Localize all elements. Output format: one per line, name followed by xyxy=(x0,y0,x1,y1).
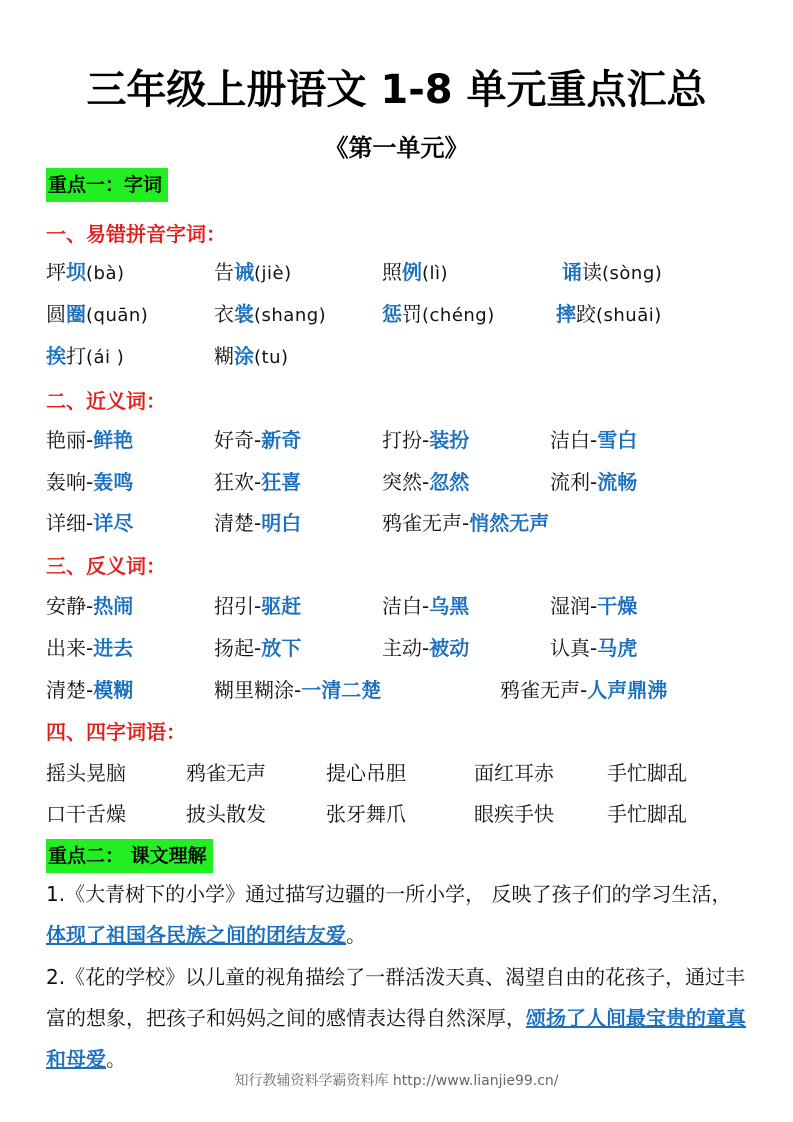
antonym-heading: 三、反义词： xyxy=(46,554,166,578)
footer-watermark: 知行教辅资料学霸资料库 http://www.lianjie99.cn/ xyxy=(234,1073,559,1089)
antonym-pair-word: 认真- xyxy=(550,636,598,660)
synonym-pair-answer: 鲜艳 xyxy=(93,428,134,452)
synonym-pair xyxy=(550,466,637,495)
pinyin-reading: (quān) xyxy=(86,305,149,326)
antonym-pair xyxy=(382,632,469,661)
pinyin-highlight-char: 圈 xyxy=(66,302,86,326)
pinyin-word xyxy=(214,256,292,285)
antonym-pair-word: 出来- xyxy=(46,636,94,660)
pinyin-word xyxy=(556,298,662,327)
synonym-pair xyxy=(214,466,301,495)
pinyin-char: 告 xyxy=(214,260,234,284)
four-char-word: 鸦雀无声 xyxy=(186,761,266,785)
synonym-heading: 二、近义词： xyxy=(46,389,166,413)
pinyin-highlight-char: 惩 xyxy=(382,302,402,326)
pinyin-reading: (jiè) xyxy=(254,263,292,284)
four-char-heading: 四、四字词语： xyxy=(46,720,186,744)
four-char-word: 手忙脚乱 xyxy=(607,802,687,826)
synonym-pair-answer: 轰鸣 xyxy=(93,470,134,494)
synonym-pair-word: 流利- xyxy=(550,470,598,494)
paragraph-2 xyxy=(46,957,751,1080)
pinyin-reading: (ái ) xyxy=(86,347,125,368)
synonym-pair-answer: 悄然无声 xyxy=(469,511,550,535)
pinyin-char: 坪 xyxy=(46,260,66,284)
synonym-pair-word: 鸦雀无声- xyxy=(382,511,470,535)
synonym-pair xyxy=(214,507,301,536)
antonym-pair-answer: 被动 xyxy=(429,636,470,660)
antonym-pair-answer: 人声鼎沸 xyxy=(587,678,668,702)
synonym-pair-answer: 装扮 xyxy=(429,428,470,452)
synonym-pair-answer: 详尽 xyxy=(93,511,134,535)
synonym-pair-answer: 忽然 xyxy=(429,470,470,494)
synonym-pair-answer: 狂喜 xyxy=(261,470,302,494)
synonym-pair-answer: 新奇 xyxy=(261,428,302,452)
antonym-pair xyxy=(550,632,637,661)
antonym-pair-word: 洁白- xyxy=(382,594,430,618)
pinyin-reading: (shuāi) xyxy=(596,305,662,326)
antonym-pair-answer: 马虎 xyxy=(597,636,638,660)
paragraph-2-text: 2.《花的学校》以儿童的视角描绘了一群活泼天真、渴望自由的花孩子，通过丰富的想象，把孩子和妈妈之间的感情表达得自然深厚， xyxy=(46,965,746,1030)
pinyin-highlight-char: 涂 xyxy=(234,344,254,368)
antonym-pair-answer: 热闹 xyxy=(93,594,134,618)
antonym-pair-word: 清楚- xyxy=(46,678,94,702)
key-point-2-tag: 重点二： 课文理解 xyxy=(46,839,213,873)
pinyin-reading: (sòng) xyxy=(602,263,663,284)
antonym-pair xyxy=(500,674,667,703)
antonym-pair-answer: 一清二楚 xyxy=(301,678,382,702)
paragraph-1 xyxy=(46,874,751,956)
pinyin-char: 跤 xyxy=(576,302,596,326)
pinyin-word xyxy=(214,298,326,327)
synonym-pair xyxy=(214,424,301,453)
synonym-pair-answer: 流畅 xyxy=(597,470,638,494)
pinyin-reading: (chéng) xyxy=(422,305,495,326)
pinyin-highlight-char: 诵 xyxy=(562,260,582,284)
antonym-pair-answer: 驱赶 xyxy=(261,594,302,618)
synonym-pair-word: 洁白- xyxy=(550,428,598,452)
pinyin-char: 圆 xyxy=(46,302,66,326)
pinyin-reading: (bà) xyxy=(86,263,125,284)
pinyin-highlight-char: 例 xyxy=(402,260,422,284)
paragraph-2-end: 。 xyxy=(106,1047,126,1071)
four-char-word: 口干舌燥 xyxy=(46,802,126,826)
antonym-pair-word: 糊里糊涂- xyxy=(214,678,302,702)
key-point-1-tag: 重点一：字词 xyxy=(46,168,168,202)
synonym-pair xyxy=(382,466,469,495)
pinyin-char: 衣 xyxy=(214,302,234,326)
four-char-word: 摇头晃脑 xyxy=(46,761,126,785)
synonym-pair-word: 详细- xyxy=(46,511,94,535)
antonym-pair-answer: 放下 xyxy=(261,636,302,660)
paragraph-1-end: 。 xyxy=(346,923,366,947)
pinyin-word xyxy=(46,340,124,369)
antonym-pair xyxy=(382,590,469,619)
antonym-pair xyxy=(46,674,133,703)
four-char-word: 张牙舞爪 xyxy=(326,802,406,826)
synonym-pair xyxy=(382,507,549,536)
synonym-pair-word: 好奇- xyxy=(214,428,262,452)
antonym-pair-answer: 模糊 xyxy=(93,678,134,702)
pinyin-highlight-char: 诫 xyxy=(234,260,254,284)
pinyin-word xyxy=(382,256,448,285)
antonym-pair-word: 湿润- xyxy=(550,594,598,618)
pinyin-reading: (lì) xyxy=(422,263,449,284)
unit-title: 《第一单元》 xyxy=(324,134,469,162)
antonym-pair-answer: 干燥 xyxy=(597,594,638,618)
pinyin-reading: (shang) xyxy=(254,305,327,326)
synonym-pair xyxy=(46,507,133,536)
pinyin-word xyxy=(562,256,662,285)
pinyin-heading: 一、易错拼音字词： xyxy=(46,222,226,246)
antonym-pair xyxy=(46,590,133,619)
synonym-pair-word: 轰响- xyxy=(46,470,94,494)
antonym-pair-word: 鸦雀无声- xyxy=(500,678,588,702)
synonym-pair-answer: 明白 xyxy=(261,511,302,535)
synonym-pair-answer: 雪白 xyxy=(597,428,638,452)
antonym-pair xyxy=(46,632,133,661)
synonym-pair xyxy=(382,424,469,453)
synonym-pair xyxy=(550,424,637,453)
pinyin-char: 打 xyxy=(66,344,86,368)
pinyin-highlight-char: 摔 xyxy=(556,302,576,326)
antonym-pair xyxy=(214,632,301,661)
pinyin-highlight-char: 坝 xyxy=(66,260,86,284)
page-title: 三年级上册语文 1-8 单元重点汇总 xyxy=(86,67,707,113)
synonym-pair-word: 艳丽- xyxy=(46,428,94,452)
pinyin-word xyxy=(382,298,495,327)
pinyin-char: 罚 xyxy=(402,302,422,326)
pinyin-char: 读 xyxy=(582,260,602,284)
four-char-word: 面红耳赤 xyxy=(474,761,554,785)
synonym-pair-word: 清楚- xyxy=(214,511,262,535)
antonym-pair-word: 招引- xyxy=(214,594,262,618)
synonym-pair-word: 打扮- xyxy=(382,428,430,452)
paragraph-1-text: 1.《大青树下的小学》通过描写边疆的一所小学， 反映了孩子们的学习生活， xyxy=(46,882,732,906)
pinyin-char: 糊 xyxy=(214,344,234,368)
pinyin-char: 照 xyxy=(382,260,402,284)
four-char-word: 提心吊胆 xyxy=(326,761,406,785)
antonym-pair xyxy=(214,590,301,619)
four-char-word: 手忙脚乱 xyxy=(607,761,687,785)
antonym-pair-word: 安静- xyxy=(46,594,94,618)
synonym-pair-word: 突然- xyxy=(382,470,430,494)
pinyin-word xyxy=(46,298,148,327)
synonym-pair-word: 狂欢- xyxy=(214,470,262,494)
pinyin-reading: (tu) xyxy=(254,347,289,368)
synonym-pair xyxy=(46,466,133,495)
antonym-pair xyxy=(550,590,637,619)
four-char-word: 眼疾手快 xyxy=(474,802,554,826)
pinyin-highlight-char: 挨 xyxy=(46,344,66,368)
antonym-pair-answer: 乌黑 xyxy=(429,594,470,618)
paragraph-1-highlight: 体现了祖国各民族之间的团结友爱 xyxy=(46,923,346,947)
antonym-pair-answer: 进去 xyxy=(93,636,134,660)
pinyin-word xyxy=(46,256,125,285)
paragraph-2-highlight: 颂扬了人间最宝贵的童真和母爱 xyxy=(46,1006,746,1071)
antonym-pair-word: 扬起- xyxy=(214,636,262,660)
synonym-pair xyxy=(46,424,133,453)
antonym-pair xyxy=(214,674,381,703)
pinyin-word xyxy=(214,340,289,369)
four-char-word: 披头散发 xyxy=(186,802,266,826)
pinyin-highlight-char: 裳 xyxy=(234,302,254,326)
antonym-pair-word: 主动- xyxy=(382,636,430,660)
